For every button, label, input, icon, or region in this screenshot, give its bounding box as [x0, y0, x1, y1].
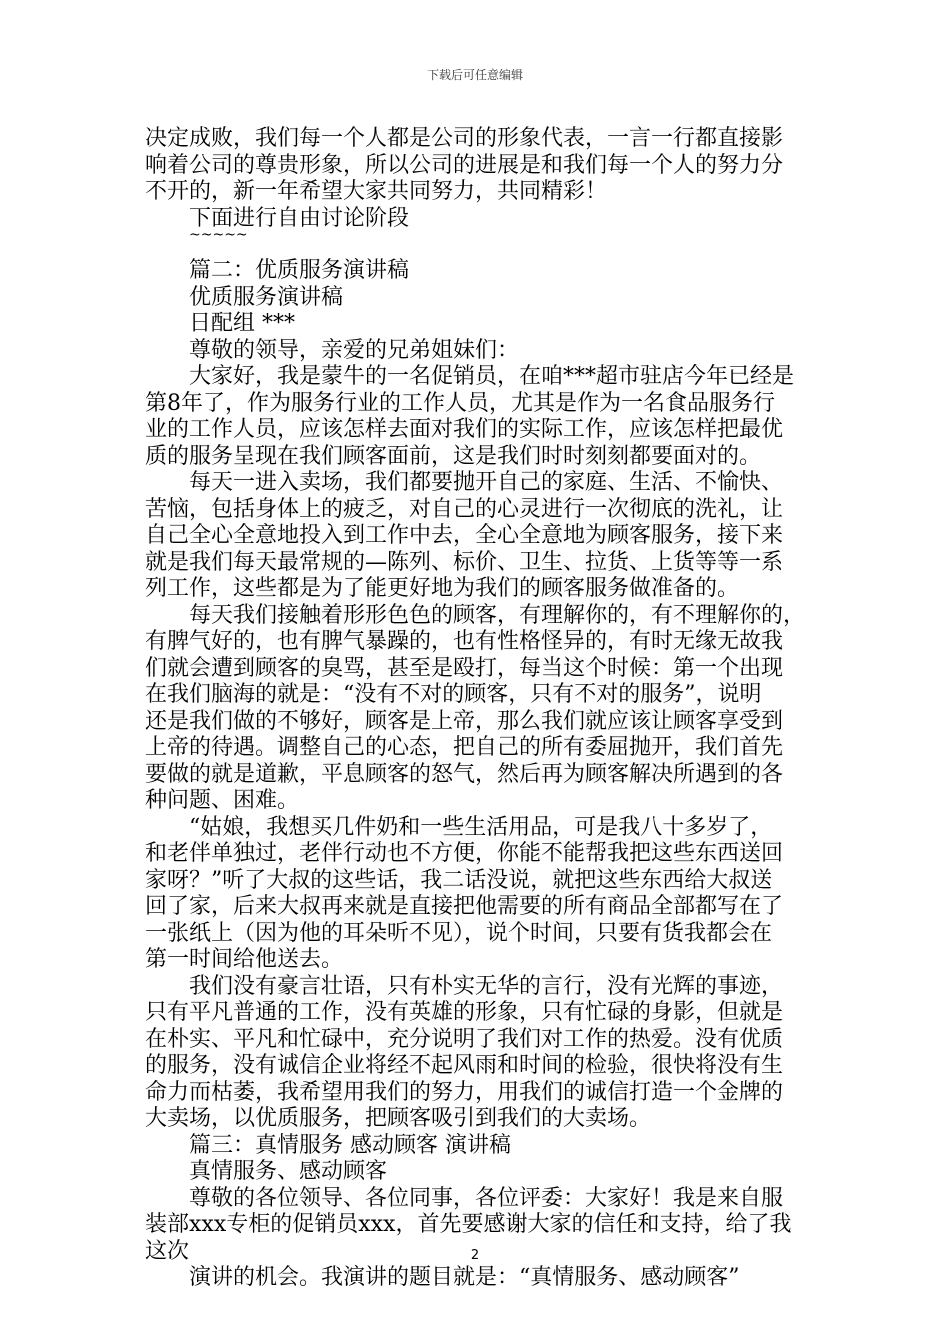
- body-line: 尊敬的各位领导、各位同事，各位评委：大家好！我是来自服: [189, 1185, 784, 1211]
- section-heading: 篇二：优质服务演讲稿: [189, 258, 410, 283]
- body-line: 种问题、困难。: [145, 788, 300, 813]
- body-line: 们就会遭到顾客的臭骂，甚至是殴打，每当这个时候：第一个出现: [145, 655, 784, 681]
- body-line: 有脾气好的，也有脾气暴躁的，也有性格怪异的，有时无缘无故我: [145, 629, 784, 654]
- speech-title: 真情服务、感动顾客: [189, 1159, 388, 1184]
- body-line: 装部xxx专柜的促销员xxx，首先要感谢大家的信任和支持，给了我: [145, 1212, 792, 1237]
- body-line: 苦恼，包括身体上的疲乏，对自己的心灵进行一次彻底的洗礼，让: [145, 496, 784, 522]
- tilde-separator: ~~~~~: [189, 227, 248, 243]
- body-line: 演讲的机会。我演讲的题目就是：“真情服务、感动顾客”: [189, 1265, 740, 1290]
- body-line: 下面进行自由讨论阶段: [189, 205, 410, 231]
- page-number: 2: [470, 1248, 480, 1263]
- document-body: [145, 126, 810, 1292]
- body-line: 列工作，这些都是为了能更好地为我们的顾客服务做准备的。: [145, 576, 740, 601]
- body-line: 命力而枯萎，我希望用我们的努力，用我们的诚信打造一个金牌的: [145, 1079, 784, 1105]
- section-heading: 篇三：真情服务 感动顾客 演讲稿: [189, 1132, 511, 1158]
- body-line: 质的服务呈现在我们顾客面前，这是我们时时刻刻都要面对的。: [145, 443, 762, 469]
- body-line: 每天一进入卖场，我们都要抛开自己的家庭、生活、不愉快、: [189, 470, 784, 495]
- body-line: 第8年了，作为服务行业的工作人员，尤其是作为一名食品服务行: [145, 390, 775, 416]
- body-line: 大家好，我是蒙牛的一名促销员，在咱***超市驻店今年已经是: [189, 364, 795, 389]
- body-line: 在我们脑海的就是：“没有不对的顾客，只有不对的服务”，说明: [145, 682, 762, 707]
- body-line: 不开的，新一年希望大家共同努力，共同精彩！: [145, 179, 608, 204]
- speech-title: 优质服务演讲稿: [189, 284, 344, 310]
- body-line: 大卖场，以优质服务，把顾客吸引到我们的大卖场。: [145, 1106, 652, 1131]
- body-line: 只有平凡普通的工作，没有英雄的形象，只有忙碌的身影，但就是: [145, 1000, 784, 1025]
- body-line: 一张纸上（因为他的耳朵听不见），说个时间，只要有货我都会在: [145, 920, 773, 946]
- body-line: 业的工作人员，应该怎样去面对我们的实际工作，应该怎样把最优: [145, 417, 784, 442]
- body-line: 我们没有豪言壮语，只有朴实无华的言行，没有光辉的事迹，: [189, 973, 784, 999]
- body-line: 自己全心全意地投入到工作中去，全心全意地为顾客服务，接下来: [145, 523, 784, 548]
- body-line: 回了家，后来大叔再来就是直接把他需要的所有商品全部都写在了: [145, 894, 784, 919]
- body-line: 就是我们每天最常规的—陈列、标价、卫生、拉货、上货等等一系: [145, 549, 784, 575]
- body-line: 在朴实、平凡和忙碌中，充分说明了我们对工作的热爱。没有优质: [145, 1026, 784, 1052]
- body-line: “姑娘，我想买几件奶和一些生活用品，可是我八十多岁了，: [189, 814, 773, 840]
- body-line: 和老伴单独过，老伴行动也不方便，你能不能帮我把这些东西送回: [145, 841, 784, 866]
- body-line: 每天我们接触着形形色色的顾客，有理解你的，有不理解你的，: [189, 602, 806, 628]
- body-line: 家呀？”听了大叔的这些话，我二话没说，就把这些东西给大叔送: [145, 867, 773, 893]
- page-header: 下载后可任意编辑: [426, 68, 523, 82]
- body-line: 还是我们做的不够好，顾客是上帝，那么我们就应该让顾客享受到: [145, 708, 784, 734]
- body-line: 第一时间给他送去。: [145, 947, 344, 972]
- body-line: 要做的就是道歉，平息顾客的怒气，然后再为顾客解决所遇到的各: [145, 761, 784, 787]
- body-line: 这次: [145, 1238, 190, 1264]
- salutation: 尊敬的领导，亲爱的兄弟姐妹们：: [189, 337, 520, 363]
- speaker-line: 日配组 ***: [189, 311, 295, 336]
- body-line: 上帝的待遇。调整自己的心态，把自己的所有委屈抛开，我们首先: [145, 735, 784, 760]
- body-line: 决定成败，我们每一个人都是公司的形象代表，一言一行都直接影: [145, 126, 784, 151]
- body-line: 响着公司的尊贵形象，所以公司的进展是和我们每一个人的努力分: [145, 152, 784, 178]
- body-line: 的服务，没有诚信企业将经不起风雨和时间的检验，很快将没有生: [145, 1053, 784, 1078]
